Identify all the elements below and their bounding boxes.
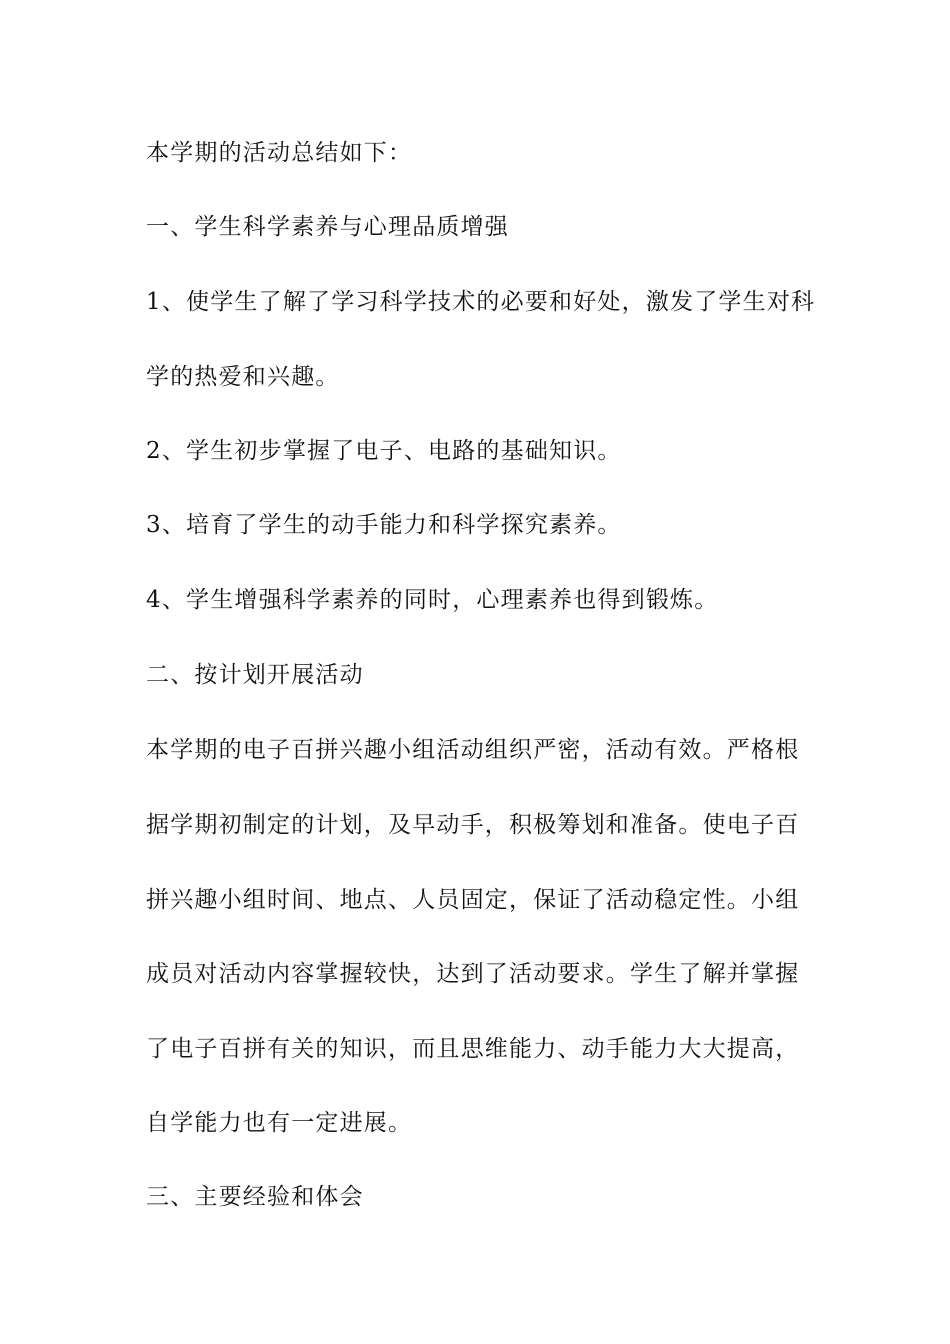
item-2: 2、学生初步掌握了电子、电路的基础知识。: [146, 438, 622, 464]
item-1-line-2: 学的热爱和兴趣。: [146, 364, 340, 390]
paragraph-line-3: 拼兴趣小组时间、地点、人员固定，保证了活动稳定性。小组: [146, 887, 800, 913]
item-3: 3、培育了学生的动手能力和科学探究素养。: [146, 512, 622, 538]
paragraph-line-1: 本学期的电子百拼兴趣小组活动组织严密，活动有效。严格根: [146, 737, 800, 763]
paragraph-line-4: 成员对活动内容掌握较快，达到了活动要求。学生了解并掌握: [146, 961, 800, 987]
intro-line: 本学期的活动总结如下：: [146, 140, 413, 166]
item-1-line-1: 1、使学生了解了学习科学技术的必要和好处，激发了学生对科: [146, 289, 816, 315]
item-4: 4、学生增强科学素养的同时，心理素养也得到锻炼。: [146, 587, 719, 613]
section-heading-2: 二、按计划开展活动: [146, 662, 364, 688]
paragraph-line-2: 据学期初制定的计划，及早动手，积极筹划和准备。使电子百: [146, 812, 800, 838]
paragraph-line-5: 了电子百拼有关的知识，而且思维能力、动手能力大大提高，: [146, 1036, 800, 1062]
section-heading-3: 三、主要经验和体会: [146, 1184, 364, 1210]
section-heading-1: 一、学生科学素养与心理品质增强: [146, 214, 509, 240]
paragraph-line-6: 自学能力也有一定进展。: [146, 1110, 413, 1136]
